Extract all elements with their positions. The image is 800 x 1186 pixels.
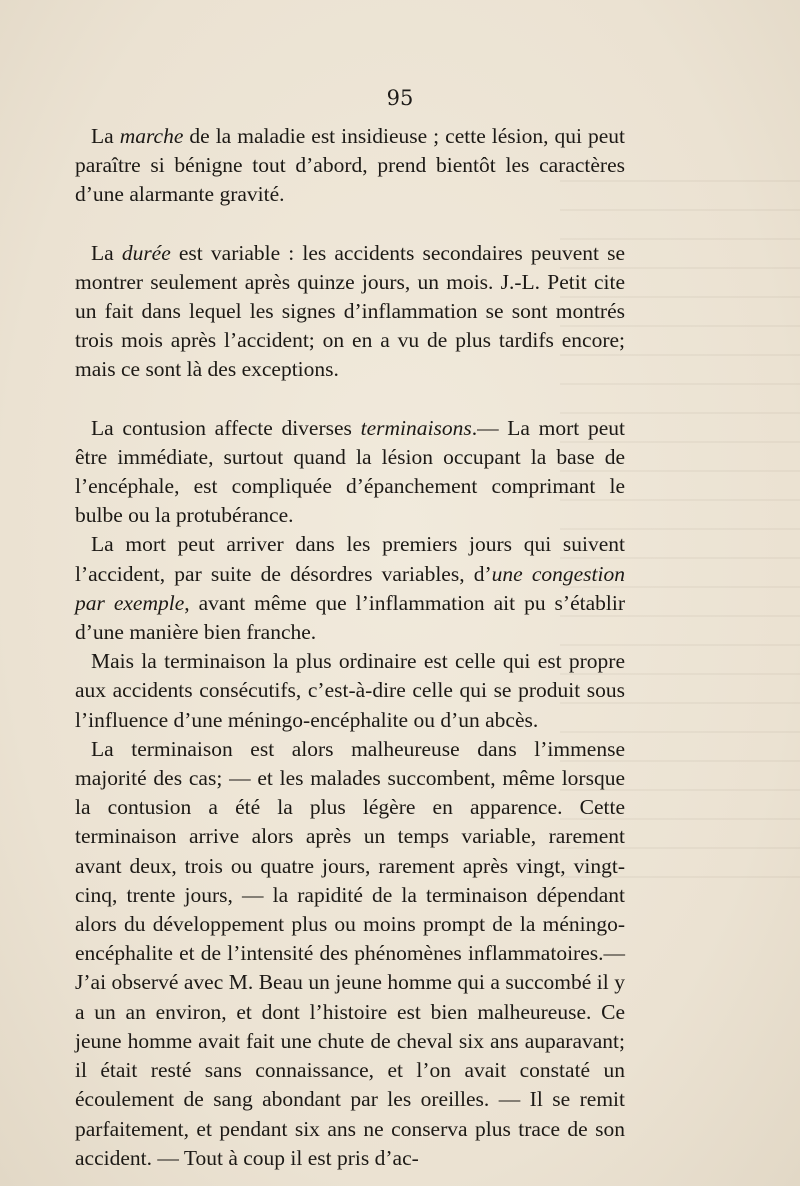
paragraph: [75, 239, 625, 385]
text-run: La: [91, 240, 122, 265]
text-run: La contusion affecte diverses: [91, 415, 361, 440]
paragraph: [75, 414, 625, 531]
paragraph: [75, 647, 625, 735]
text-run: est variable : les accidents secondaires peuvent se montrer seulement après quinze jours, un mois. J.-L. Petit cite un fait dans lequel les signes d’inflammation se sont montrés trois mois après l’accident; on en a vu de plus tardifs encore; mais ce sont là des exceptions.: [75, 240, 625, 382]
paragraph: [75, 122, 625, 210]
body-text: [75, 122, 625, 1173]
text-run: La terminaison est alors malheureuse dans l’immense majorité des cas; — et les malades succombent, même lorsque la contusion a été la plus légère en apparence. Cette terminaison arrive alors après un temps variable, rarement avant deux, trois ou quatre jours, rarement après vingt, vingt-cinq, trente jours, — la rapidité de la terminaison dépendant alors du développement plus ou moins prompt de la méningo-encéphalite et de l’intensité des phénomènes inflammatoires.—J’ai observé avec M. Beau un jeune homme qui a succombé il y a un an environ, et dont l’histoire est bien malheureuse. Ce jeune homme avait fait une chute de cheval six ans auparavant; il était resté sans connaissance, et l’on avait constaté un écoulement de sang abondant par les oreilles. — Il se remit parfaitement, et pendant six ans ne conserva plus trace de son accident. — Tout à coup il est pris d’ac-: [75, 736, 625, 1170]
page-number: 95: [386, 86, 414, 110]
text-run: La: [91, 124, 120, 148]
text-run: , avant même que l’inflammation ait pu s’établir d’une manière bien franche.: [75, 590, 625, 645]
italic-term: marche: [119, 124, 184, 148]
text-run: Mais la terminaison la plus ordinaire est celle qui est propre aux accidents consécutifs, c’est-à-dire celle qui se produit sous l’influence d’une méningo-encéphalite ou d’un abcès.: [75, 649, 625, 732]
paragraph: [75, 735, 625, 1173]
italic-term: une congestion par exemple: [75, 561, 625, 615]
italic-term: terminaisons: [360, 415, 472, 440]
paragraph: [75, 530, 625, 647]
text-run: La mort peut arriver dans les premiers jours qui suivent l’accident, par suite de désordres variables, d’: [75, 532, 625, 586]
italic-term: durée: [121, 240, 171, 265]
text-run: .— La mort peut être immédiate, surtout quand la lésion occupant la base de l’encéphale, est compliquée d’épanchement comprimant le bulbe ou la protubérance.: [75, 415, 625, 528]
text-run: de la maladie est insidieuse ; cette lésion, qui peut paraître si bénigne tout d’abord, prend bientôt les caractères d’une alarmante gravité.: [75, 124, 625, 207]
